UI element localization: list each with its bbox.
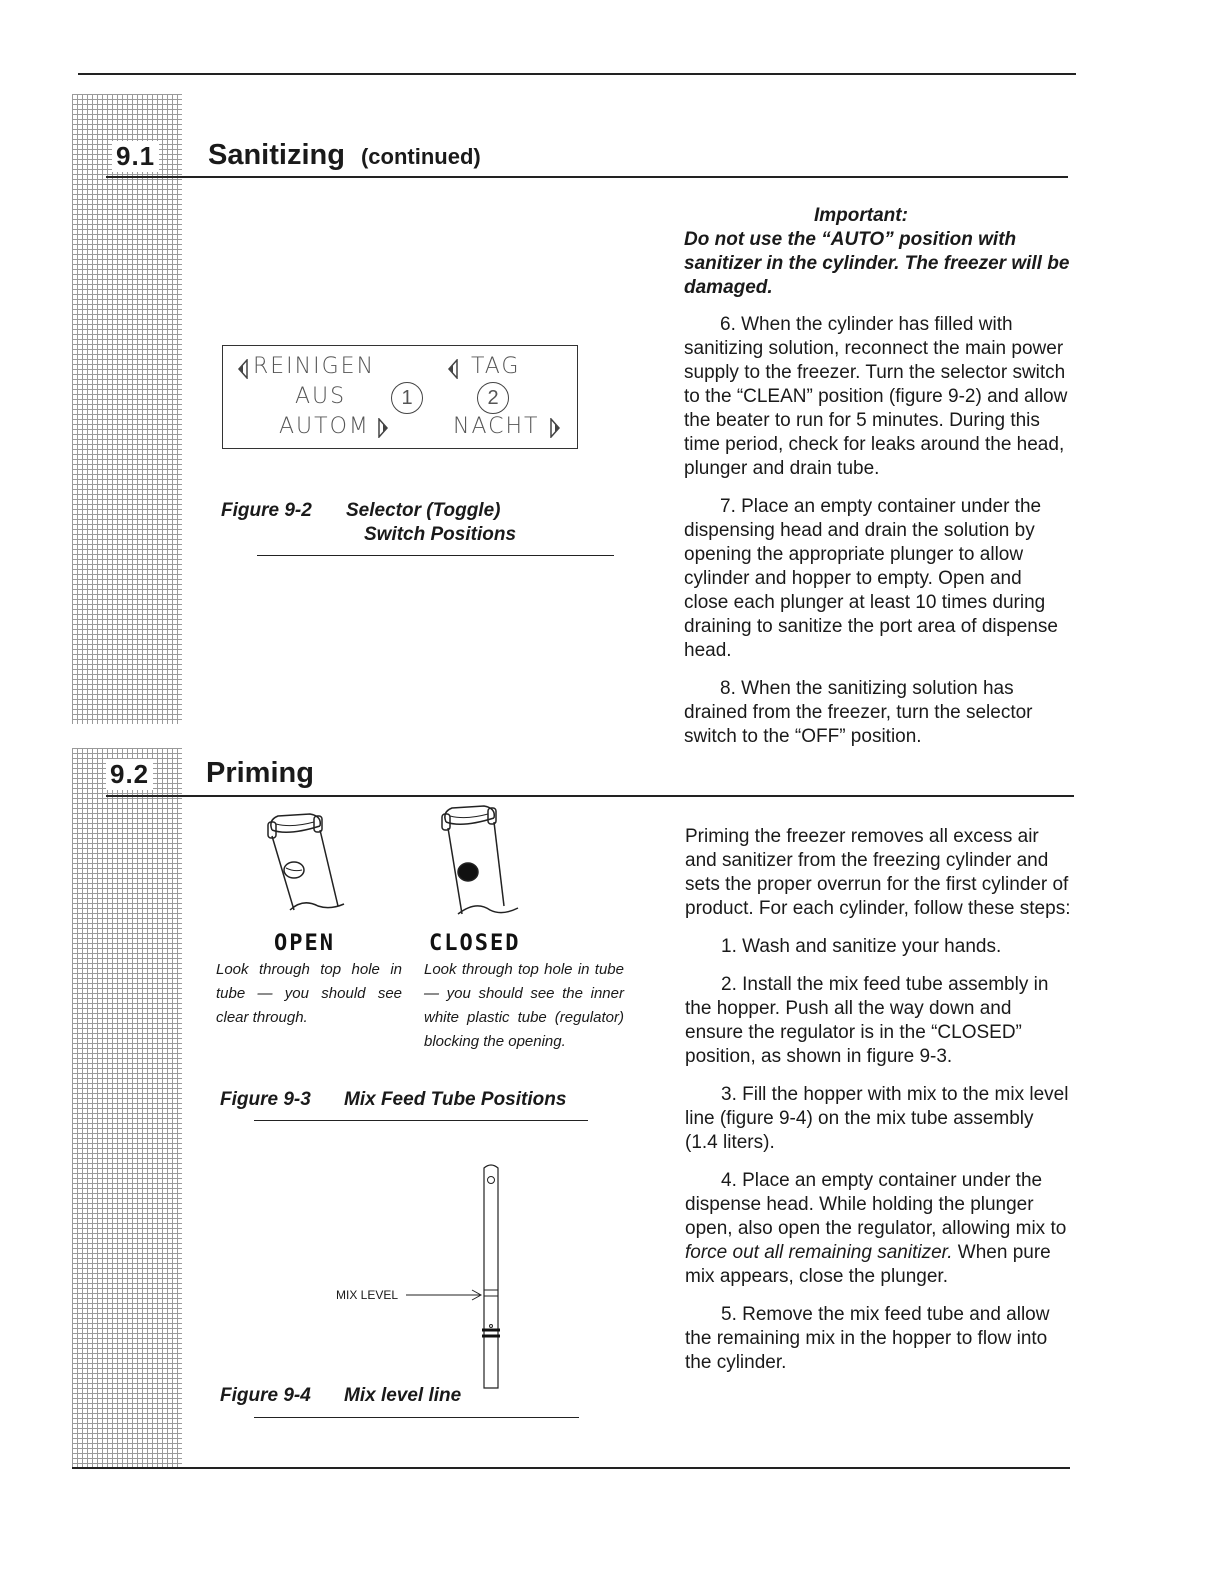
figure-94-rule	[254, 1417, 579, 1418]
figure-93-rule	[254, 1120, 588, 1121]
top-rule	[78, 73, 1076, 75]
step-7: 7. Place an empty container under the dispensing head and drain the solution by opening the appropriate plunger to allow cylinder and hopper to empty. Open and close each plunger at least 10 times during draining to sanitize the port area of dispense head.	[684, 496, 1058, 661]
important-text: Do not use the “AUTO” position with sanitizer in the cylinder. The freezer will be damaged.	[684, 229, 1070, 298]
right-arrow-icon	[549, 418, 561, 438]
priming-step-4	[685, 1169, 1071, 1289]
priming-step-1: 1. Wash and sanitize your hands.	[721, 936, 1002, 957]
figure-92-caption-line1: Selector (Toggle)	[346, 500, 501, 521]
important-heading: Important:	[814, 205, 908, 226]
open-tube-illustration	[258, 810, 348, 925]
section-number-92: 9.2	[106, 759, 153, 790]
open-description: Look through top hole in tube — you should see clear through.	[216, 961, 402, 1026]
right-arrow-icon	[377, 418, 389, 438]
position-1-circle: 1	[391, 382, 423, 414]
section-91-rule	[106, 176, 1068, 178]
priming-step-4-after: When pure mix appears, close the plunger.	[685, 1242, 1051, 1287]
closed-description: Look through top hole in tube — you should see the inner white plastic tube (regulator) blocking the opening.	[424, 961, 624, 1050]
closed-label: CLOSED	[429, 931, 521, 956]
section-title-91	[208, 139, 481, 172]
priming-step-3: 3. Fill the hopper with mix to the mix level line (figure 9-4) on the mix tube assembly (1.4 liters).	[685, 1084, 1069, 1153]
priming-step-2: 2. Install the mix feed tube assembly in the hopper. Push all the way down and ensure the regulator is in the “CLOSED” position, as shown in figure 9-3.	[685, 974, 1049, 1067]
figure-92-caption-line2: Switch Positions	[364, 524, 517, 545]
mix-tube-illustration	[476, 1160, 506, 1392]
grid-strip-section-91	[72, 94, 182, 724]
left-arrow-icon	[447, 359, 459, 379]
section-number-91: 9.1	[112, 141, 159, 172]
section-title-92: Priming	[206, 757, 314, 789]
label-aus: AUS	[295, 384, 347, 409]
figure-92-number: Figure 9-2	[221, 500, 312, 521]
bottom-rule	[72, 1467, 1070, 1469]
steps-91	[684, 313, 1070, 763]
label-reinigen: REINIGEN	[253, 354, 376, 379]
figure-92-rule	[257, 555, 614, 556]
figure-93-caption: Mix Feed Tube Positions	[344, 1089, 567, 1110]
section-subtitle: (continued)	[360, 144, 481, 169]
priming-intro: Priming the freezer removes all excess air and sanitizer from the freezing cylinder and sets the proper overrun for the first cylinder of product. For each cylinder, follow these steps:	[685, 826, 1071, 919]
label-nacht: NACHT	[453, 414, 540, 439]
priming-step-4-italic: force out all remaining sanitizer.	[685, 1242, 953, 1263]
step-8: 8. When the sanitizing solution has drained from the freezer, turn the selector switch to the “OFF” position.	[684, 678, 1033, 747]
priming-step-4-before: 4. Place an empty container under the dispense head. While holding the plunger open, also open the regulator, allowing mix to	[685, 1170, 1067, 1239]
section-92-rule	[106, 795, 1074, 797]
figure-94-number: Figure 9-4	[220, 1385, 311, 1406]
selector-switch-diagram	[222, 345, 578, 449]
position-2-circle: 2	[477, 382, 509, 414]
step-6: 6. When the cylinder has filled with sanitizing solution, reconnect the main power supply to the freezer. Turn the selector switch to the “CLEAN” position (figure 9-2) and allow the beater to run for 5 minutes. During this time period, check for leaks around the head, plunger and drain tube.	[684, 314, 1068, 479]
priming-text	[685, 825, 1071, 1389]
figure-94-caption: Mix level line	[344, 1385, 462, 1406]
section-title-text: Sanitizing	[208, 139, 345, 171]
mix-level-label: MIX LEVEL	[336, 1288, 399, 1302]
figure-93-number: Figure 9-3	[220, 1089, 311, 1110]
left-arrow-icon	[237, 359, 249, 379]
priming-step-5: 5. Remove the mix feed tube and allow the remaining mix in the hopper to flow into the cylinder.	[685, 1304, 1050, 1373]
label-tag: TAG	[471, 354, 521, 379]
label-autom: AUTOM	[279, 414, 370, 439]
closed-tube-illustration	[432, 800, 522, 925]
open-label: OPEN	[274, 931, 335, 956]
grid-strip-section-92	[72, 748, 182, 1468]
mix-level-arrow-icon	[406, 1288, 484, 1302]
